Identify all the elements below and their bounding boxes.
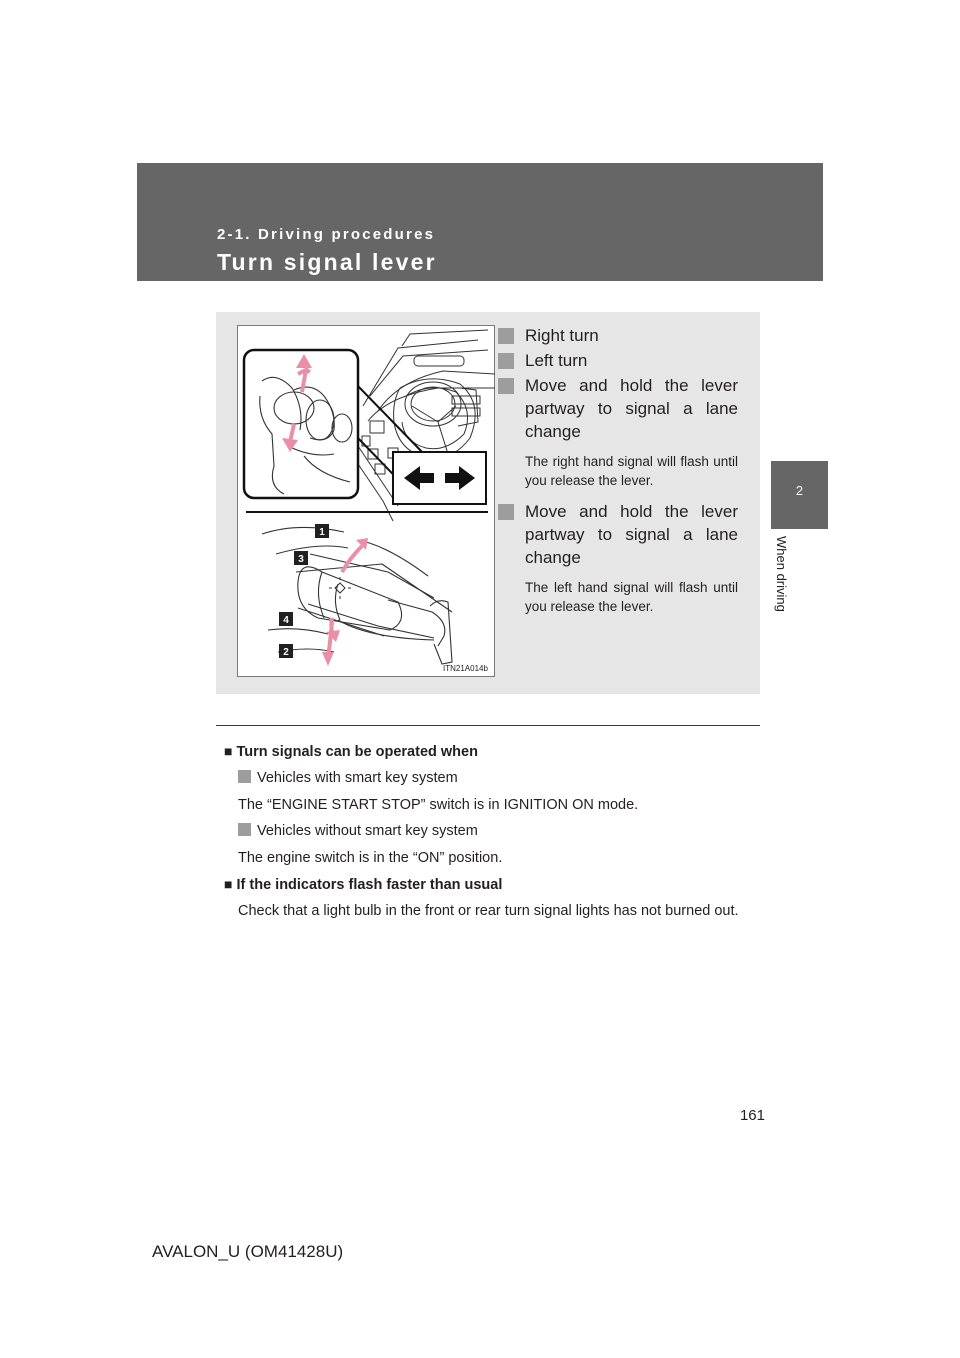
- legend-item-1: [498, 324, 738, 347]
- lever-sketch: [262, 527, 452, 664]
- operated-heading: [224, 741, 478, 762]
- legend-note: The left hand signal will flash until you release the lever.: [525, 580, 738, 614]
- legend-text: Move and hold the lever partway to signal a lane change: [525, 502, 738, 567]
- flash-heading: [224, 874, 502, 895]
- arrow-left-turn-head: [322, 652, 334, 666]
- number-box: [498, 504, 514, 520]
- no-smart-key-label-text: Vehicles without smart key system: [257, 823, 478, 839]
- legend-item-3: [498, 374, 738, 443]
- divider: [216, 725, 760, 726]
- arrow-lane-right: [342, 546, 362, 572]
- legend-text: Right turn: [525, 326, 599, 345]
- legend-note: The right hand signal will flash until you release the lever.: [525, 454, 738, 488]
- square-icon: [238, 770, 251, 783]
- illustration-drawing: [238, 326, 496, 678]
- flash-heading-text: If the indicators flash faster than usual: [236, 877, 503, 893]
- no-smart-key-text: The engine switch is in the “ON” position.: [238, 850, 503, 866]
- figure-legend: [498, 324, 738, 626]
- flash-text: Check that a light bulb in the front or rear turn signal lights has not burned out.: [238, 903, 739, 919]
- callout-number-3: 3: [298, 554, 304, 565]
- bullet-icon: ■: [224, 743, 233, 759]
- smart-key-label-text: Vehicles with smart key system: [257, 770, 458, 786]
- legend-text: Left turn: [525, 351, 588, 370]
- bullet-icon: ■: [224, 876, 233, 892]
- square-icon: [238, 823, 251, 836]
- legend-item-4: [498, 500, 738, 569]
- page-number: 161: [739, 1107, 765, 1124]
- illustration-code: ITN21A014b: [443, 664, 488, 673]
- callout-number-2: 2: [283, 647, 289, 658]
- number-box: [498, 378, 514, 394]
- number-box: [498, 353, 514, 369]
- callout-number-4: 4: [283, 615, 289, 626]
- operated-heading-text: Turn signals can be operated when: [236, 744, 478, 760]
- zoom-line: [356, 384, 424, 454]
- legend-item-2: [498, 349, 738, 372]
- turn-signal-illustration: [237, 325, 495, 677]
- footer-model-code: AVALON_U (OM41428U): [152, 1242, 344, 1261]
- chapter-number: 2: [795, 483, 804, 498]
- callout-number-1: 1: [319, 527, 325, 538]
- chapter-label: When driving: [774, 536, 789, 612]
- smart-key-label: [238, 768, 458, 788]
- light-icon: [329, 577, 351, 599]
- no-smart-key-label: [238, 821, 478, 841]
- number-box: [498, 328, 514, 344]
- chapter-tab[interactable]: [771, 461, 828, 529]
- header-band: [137, 163, 823, 281]
- page-title: Turn signal lever: [217, 249, 437, 275]
- legend-text: Move and hold the lever partway to signal a lane change: [525, 376, 738, 441]
- smart-key-text: The “ENGINE START STOP” switch is in IGNITION ON mode.: [238, 797, 639, 813]
- section-label: 2-1. Driving procedures: [217, 226, 436, 243]
